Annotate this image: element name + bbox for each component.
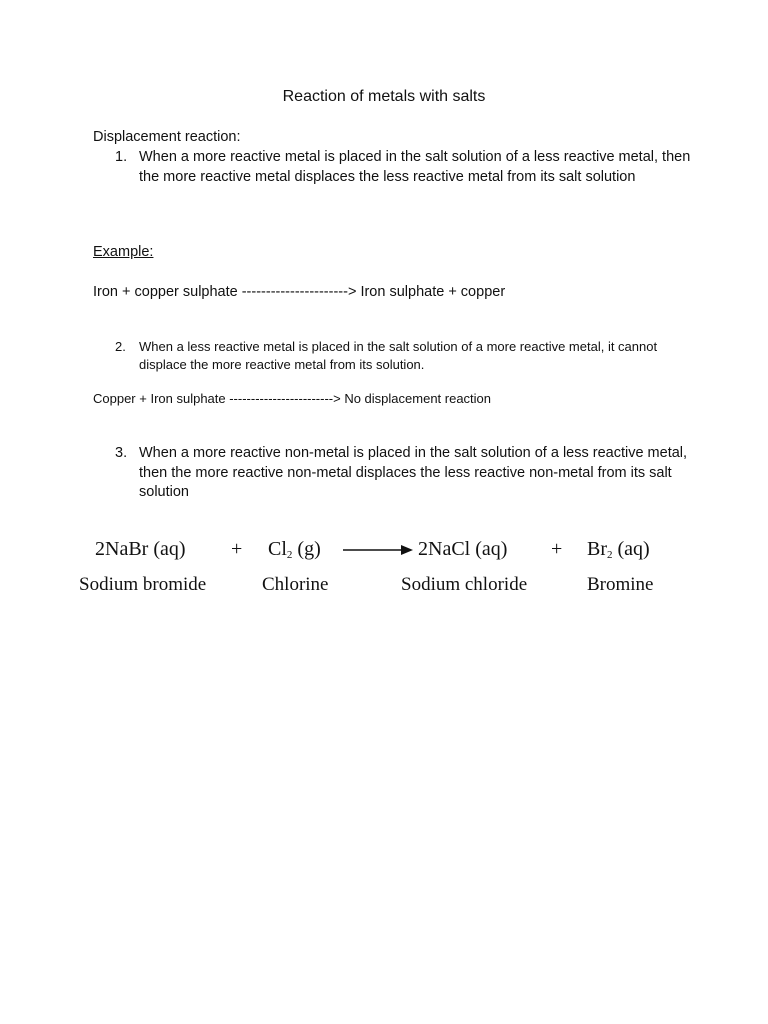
reactant-2-formula: $Cl_2$ (g) bbox=[268, 538, 321, 561]
list-item-2 bbox=[93, 338, 693, 374]
section-heading: Displacement reaction: bbox=[93, 129, 241, 145]
list-item-1 bbox=[93, 148, 693, 187]
word-equation-1: Iron + copper sulphate ----------------------> Iron sulphate + copper bbox=[93, 284, 506, 300]
reactant-1-formula: 2NaBr (aq) bbox=[95, 538, 186, 560]
product-1-formula: 2NaCl (aq) bbox=[418, 538, 508, 560]
list-item-3 bbox=[93, 444, 693, 503]
list-item-text: When a more reactive non-metal is placed in the salt solution of a less reactive metal, then the more reactive non-metal displaces the less reactive non-metal from its salt solution bbox=[139, 445, 688, 500]
word-equation-2: Copper + Iron sulphate ------------------------> No displacement reaction bbox=[93, 391, 492, 406]
reactant-2-name: Chlorine bbox=[262, 574, 329, 595]
plus-sign: + bbox=[551, 538, 563, 560]
reaction-arrow-icon bbox=[343, 540, 413, 560]
reactant-1-name: Sodium bromide bbox=[79, 574, 207, 595]
list-number: 3. bbox=[115, 445, 128, 461]
plus-sign: + bbox=[231, 538, 243, 560]
chemical-equation bbox=[0, 528, 768, 608]
page-title: Reaction of metals with salts bbox=[282, 88, 486, 105]
list-item-text: When a more reactive metal is placed in the salt solution of a less reactive metal, then the more reactive metal displaces the less reactive metal from its salt solution bbox=[139, 149, 691, 185]
list-number: 1. bbox=[115, 149, 128, 165]
product-2-name: Bromine bbox=[587, 574, 654, 595]
list-number: 2. bbox=[115, 339, 126, 354]
product-2-formula: $Br_2$ (aq) bbox=[587, 538, 650, 561]
list-item-text: When a less reactive metal is placed in the salt solution of a more reactive metal, it cannot displace the more reactive metal from its solution. bbox=[139, 339, 658, 372]
product-1-name: Sodium chloride bbox=[401, 574, 528, 595]
example-label: Example: bbox=[93, 244, 154, 260]
